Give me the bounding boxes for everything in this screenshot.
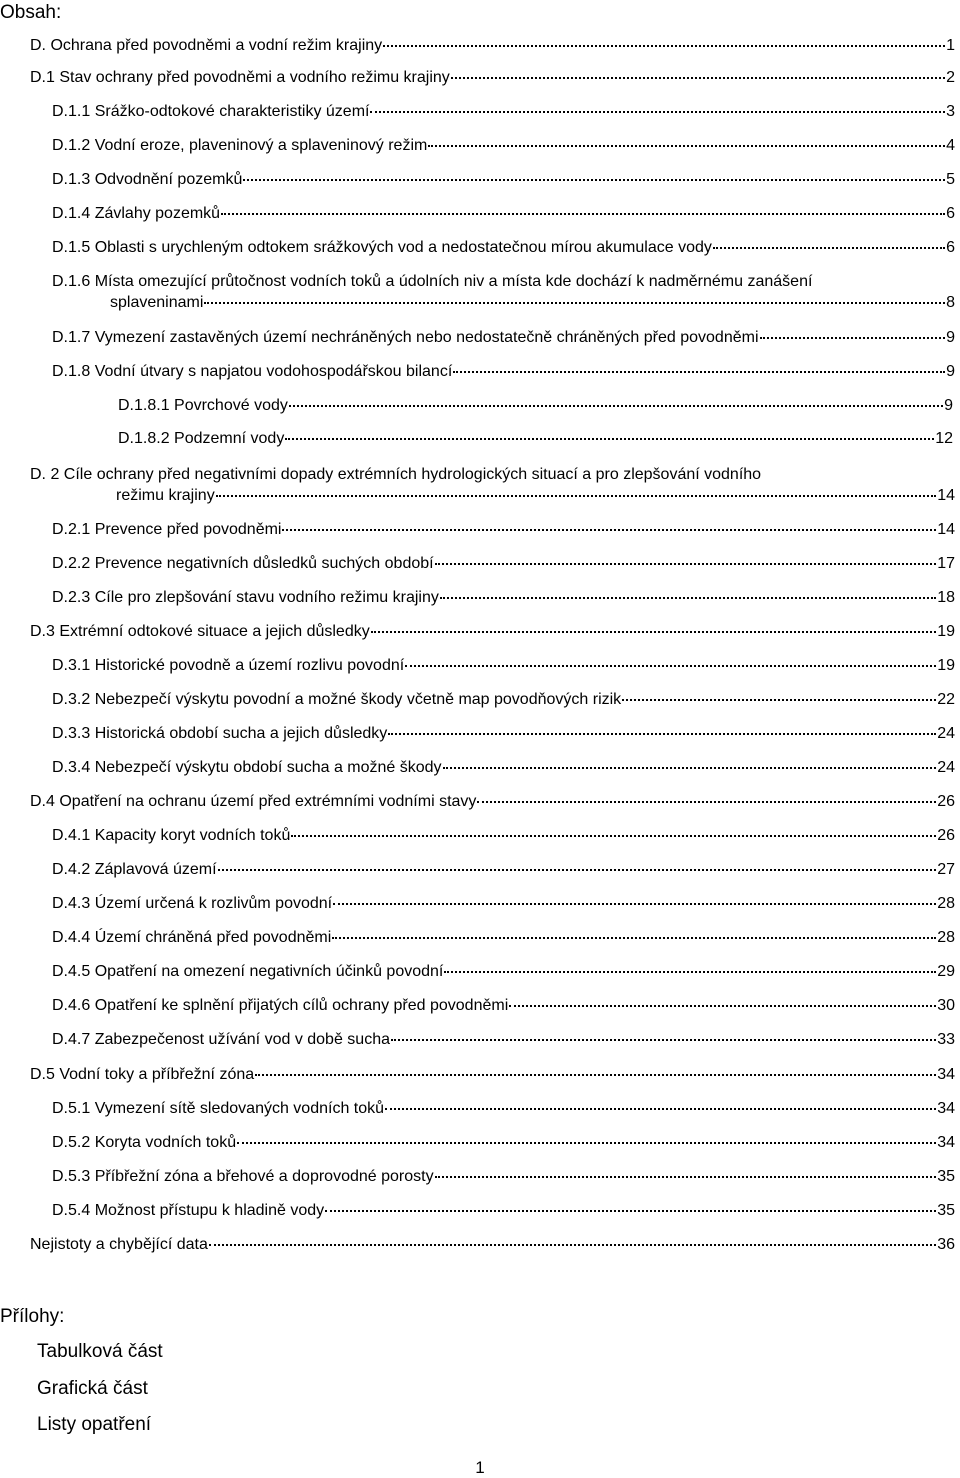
- toc-entry[interactable]: [110, 292, 955, 313]
- attachment-item: Grafická část: [37, 1378, 148, 1399]
- attachment-item: Tabulková část: [37, 1341, 163, 1362]
- toc-entry[interactable]: [52, 859, 955, 880]
- toc-entry-label: D.1.2 Vodní eroze, plaveninový a splaveninový režim: [52, 137, 428, 154]
- toc-entry-page: 28: [937, 895, 955, 912]
- leader-dots: [371, 631, 936, 633]
- leader-dots: [243, 179, 945, 181]
- toc-entry-label: režimu krajiny: [116, 487, 215, 504]
- leader-dots: [451, 77, 945, 79]
- toc-entry[interactable]: [52, 587, 955, 608]
- toc-entry[interactable]: [52, 893, 955, 914]
- toc-entry[interactable]: [30, 35, 955, 56]
- toc-entry[interactable]: [30, 67, 955, 88]
- toc-entry[interactable]: [118, 395, 953, 416]
- toc-entry-page: 26: [937, 827, 955, 844]
- toc-entry-page: 33: [937, 1031, 955, 1048]
- toc-entry-page: 22: [937, 691, 955, 708]
- toc-entry[interactable]: [30, 1064, 955, 1085]
- page-number: 1: [475, 1458, 485, 1477]
- leader-dots: [209, 1244, 936, 1246]
- toc-entry-label: D.1.1 Srážko-odtokové charakteristiky území: [52, 103, 370, 120]
- toc-entry-page: 17: [937, 555, 955, 572]
- toc-entry[interactable]: [52, 961, 955, 982]
- toc-entry-label: D.2.2 Prevence negativních důsledků suchých období: [52, 555, 434, 572]
- toc-entry-label: D.1.8.2 Podzemní vody: [118, 430, 285, 447]
- toc-entry-page: 30: [937, 997, 955, 1014]
- toc-entry-label: D.1 Stav ochrany před povodněmi a vodního režimu krajiny: [30, 69, 450, 86]
- toc-entry-label: D.4.7 Zabezpečenost užívání vod v době sucha: [52, 1031, 390, 1048]
- leader-dots: [255, 1074, 936, 1076]
- toc-entry[interactable]: [52, 361, 955, 382]
- toc-entry[interactable]: [52, 135, 955, 156]
- toc-entry[interactable]: [52, 203, 955, 224]
- toc-entry-page: 29: [937, 963, 955, 980]
- toc-entry-label: D.2.1 Prevence před povodněmi: [52, 521, 282, 538]
- leader-dots: [440, 597, 936, 599]
- toc-entry-page: 35: [937, 1202, 955, 1219]
- toc-entry[interactable]: [52, 101, 955, 122]
- toc-entry[interactable]: [52, 927, 955, 948]
- toc-entry[interactable]: [52, 553, 955, 574]
- toc-entry[interactable]: [52, 169, 955, 190]
- leader-dots: [435, 563, 937, 565]
- toc-entry-page: 28: [937, 929, 955, 946]
- toc-entry-page: 19: [937, 623, 955, 640]
- toc-entry-page: 3: [946, 103, 955, 120]
- toc-entry[interactable]: [30, 1234, 955, 1255]
- toc-entry-page: 19: [937, 657, 955, 674]
- toc-entry[interactable]: [52, 689, 955, 710]
- toc-entry-label: D.3.1 Historické povodně a území rozlivu povodní: [52, 657, 405, 674]
- toc-entry-page: 24: [937, 759, 955, 776]
- toc-entry-label: D.3.3 Historická období sucha a jejich důsledky: [52, 725, 388, 742]
- toc-entry[interactable]: [52, 655, 955, 676]
- toc-entry-label: D. Ochrana před povodněmi a vodní režim krajiny: [30, 37, 383, 54]
- toc-entry-page: 2: [946, 69, 955, 86]
- toc-entry[interactable]: [52, 327, 955, 348]
- attachment-item: Listy opatření: [37, 1414, 152, 1435]
- toc-entry-page: 9: [946, 363, 955, 380]
- leader-dots: [385, 1108, 936, 1110]
- toc-entry-label: D.5.2 Koryta vodních toků: [52, 1134, 237, 1151]
- leader-dots: [370, 111, 945, 113]
- leader-dots: [622, 699, 936, 701]
- toc-entry-label: D.1.7 Vymezení zastavěných území nechráněných nebo nedostatečně chráněných před povodněmi: [52, 329, 759, 346]
- toc-entry-page: 34: [937, 1066, 955, 1083]
- toc-entry-label-line1[interactable]: D.1.6 Místa omezující průtočnost vodních toků a údolních niv a místa kde dochází k nadměrnému zanášení: [52, 273, 813, 290]
- toc-entry-label: D.1.5 Oblasti s urychleným odtokem srážkových vod a nedostatečnou mírou akumulace vody: [52, 239, 712, 256]
- toc-entry-page: 9: [944, 397, 953, 414]
- leader-dots: [477, 801, 936, 803]
- toc-entry-page: 36: [937, 1236, 955, 1253]
- leader-dots: [428, 145, 945, 147]
- toc-entry-page: 1: [946, 37, 955, 54]
- toc-entry[interactable]: [52, 519, 955, 540]
- toc-entry[interactable]: [52, 757, 955, 778]
- toc-entry-label: Nejistoty a chybějící data: [30, 1236, 208, 1253]
- toc-entry-label: D.2.3 Cíle pro zlepšování stavu vodního režimu krajiny: [52, 589, 439, 606]
- leader-dots: [713, 247, 945, 249]
- toc-entry[interactable]: [52, 1132, 955, 1153]
- toc-entry[interactable]: [52, 1029, 955, 1050]
- toc-heading: Obsah:: [0, 2, 62, 23]
- toc-entry-page: 18: [937, 589, 955, 606]
- toc-entry[interactable]: [52, 995, 955, 1016]
- toc-entry[interactable]: [52, 723, 955, 744]
- leader-dots: [388, 733, 936, 735]
- leader-dots: [325, 1210, 936, 1212]
- toc-entry[interactable]: [116, 485, 955, 506]
- toc-entry-label: splaveninami: [110, 294, 204, 311]
- leader-dots: [291, 835, 936, 837]
- leader-dots: [221, 213, 945, 215]
- toc-entry[interactable]: [52, 1166, 955, 1187]
- leader-dots: [435, 1176, 937, 1178]
- toc-entry-page: 14: [937, 521, 955, 538]
- toc-entry-label: D.5.3 Příbřežní zóna a břehové a doprovodné porosty: [52, 1168, 434, 1185]
- leader-dots: [285, 438, 934, 440]
- leader-dots: [282, 529, 936, 531]
- toc-entry-page: 34: [937, 1100, 955, 1117]
- toc-entry-label: D.1.3 Odvodnění pozemků: [52, 171, 243, 188]
- toc-entry-label: D.4.2 Záplavová území: [52, 861, 217, 878]
- leader-dots: [333, 903, 936, 905]
- toc-entry-page: 27: [937, 861, 955, 878]
- toc-entry-page: 4: [946, 137, 955, 154]
- leader-dots: [453, 371, 945, 373]
- toc-entry-label: D.4.1 Kapacity koryt vodních toků: [52, 827, 291, 844]
- toc-entry-page: 14: [937, 487, 955, 504]
- toc-entry[interactable]: [118, 428, 953, 449]
- toc-entry-label: D.1.4 Závlahy pozemků: [52, 205, 221, 222]
- toc-entry-page: 8: [946, 294, 955, 311]
- toc-entry-label: D.5 Vodní toky a příbřežní zóna: [30, 1066, 255, 1083]
- toc-entry-label: D.3 Extrémní odtokové situace a jejich důsledky: [30, 623, 370, 640]
- attachments-heading: Přílohy:: [0, 1306, 65, 1327]
- leader-dots: [237, 1142, 936, 1144]
- toc-entry-label: D.4.3 Území určená k rozlivům povodní: [52, 895, 333, 912]
- leader-dots: [443, 767, 937, 769]
- toc-entry-label-line1[interactable]: D. 2 Cíle ochrany před negativními dopady extrémních hydrologických situací a pro zlepšování vodního: [30, 466, 762, 483]
- toc-entry[interactable]: [30, 621, 955, 642]
- toc-entry-label: D.4.4 Území chráněná před povodněmi: [52, 929, 332, 946]
- toc-entry-page: 5: [946, 171, 955, 188]
- toc-entry[interactable]: [52, 1200, 955, 1221]
- toc-entry-label: D.4.6 Opatření ke splnění přijatých cílů ochrany před povodněmi: [52, 997, 509, 1014]
- toc-entry-label: D.3.4 Nebezpečí výskytu období sucha a možné škody: [52, 759, 442, 776]
- toc-entry-label: D.4.5 Opatření na omezení negativních účinků povodní: [52, 963, 444, 980]
- toc-entry-page: 6: [946, 205, 955, 222]
- leader-dots: [216, 495, 937, 497]
- leader-dots: [332, 937, 936, 939]
- toc-entry-page: 26: [937, 793, 955, 810]
- toc-entry-label: D.4 Opatření na ochranu území před extrémními vodními stavy: [30, 793, 477, 810]
- toc-entry-label: D.3.2 Nebezpečí výskytu povodní a možné škody včetně map povodňových rizik: [52, 691, 622, 708]
- leader-dots: [444, 971, 936, 973]
- toc-entry-page: 12: [935, 430, 953, 447]
- leader-dots: [760, 337, 946, 339]
- toc-entry[interactable]: [52, 237, 955, 258]
- toc-entry-page: 24: [937, 725, 955, 742]
- toc-entry[interactable]: [52, 1098, 955, 1119]
- toc-entry-label: D.5.4 Možnost přístupu k hladině vody: [52, 1202, 325, 1219]
- leader-dots: [509, 1005, 936, 1007]
- leader-dots: [405, 665, 936, 667]
- toc-entry-label: D.5.1 Vymezení sítě sledovaných vodních toků: [52, 1100, 385, 1117]
- leader-dots: [391, 1039, 936, 1041]
- toc-entry-page: 34: [937, 1134, 955, 1151]
- leader-dots: [218, 869, 937, 871]
- toc-entry-page: 9: [946, 329, 955, 346]
- toc-entry[interactable]: [52, 825, 955, 846]
- leader-dots: [289, 405, 943, 407]
- toc-entry-page: 6: [946, 239, 955, 256]
- toc-entry-label: D.1.8 Vodní útvary s napjatou vodohospodářskou bilancí: [52, 363, 453, 380]
- toc-entry-page: 35: [937, 1168, 955, 1185]
- leader-dots: [204, 302, 945, 304]
- leader-dots: [383, 45, 945, 47]
- toc-entry[interactable]: [30, 791, 955, 812]
- toc-entry-label: D.1.8.1 Povrchové vody: [118, 397, 288, 414]
